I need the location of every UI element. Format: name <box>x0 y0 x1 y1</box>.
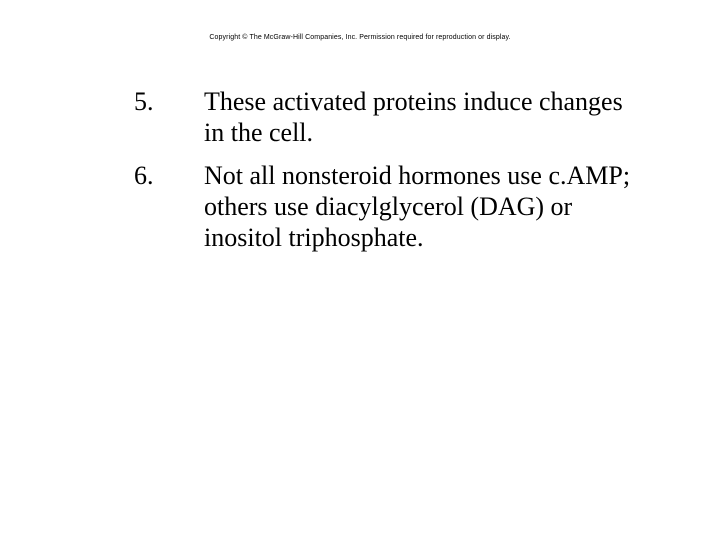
list-item-line: These activated proteins induce changes <box>204 87 623 116</box>
list-item-line: inositol triphosphate. <box>204 223 424 252</box>
list-item-line: in the cell. <box>204 118 314 147</box>
copyright-notice: Copyright © The McGraw-Hill Companies, Inc. Permission required for reproduction or display. <box>209 34 511 41</box>
list-item-line: others use diacylglycerol (DAG) or <box>204 192 573 221</box>
list-item-line: Not all nonsteroid hormones use c.AMP; <box>204 161 631 190</box>
list-item-number: 6. <box>134 161 154 190</box>
list-item-text <box>204 160 674 253</box>
list-item-number: 5. <box>134 87 154 116</box>
list-item-text <box>204 86 674 148</box>
